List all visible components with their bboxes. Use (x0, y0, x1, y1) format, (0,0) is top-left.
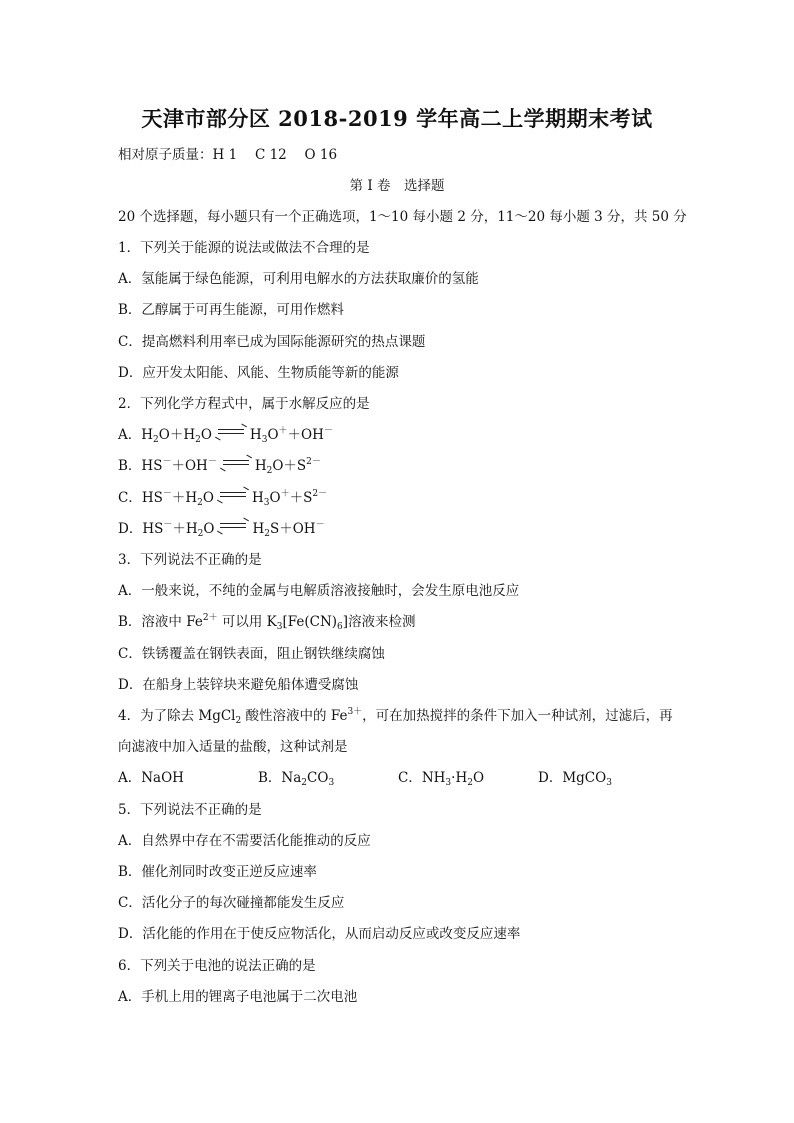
equilibrium-arrow (223, 460, 249, 467)
q2-option-a: A．$H_2O+H_2O$ $H_3O^++OH^-$ (118, 426, 333, 444)
exam-title: 天津市部分区 2018-2019 学年高二上学期期末考试 (141, 106, 653, 131)
q5-stem: 5．下列说法不正确的是 (118, 802, 262, 818)
equilibrium-arrow (220, 523, 246, 530)
atomic-mass-line: 相对原子质量：H 1 C 12 O 16 (118, 147, 338, 163)
q2-stem: 2．下列化学方程式中，属于水解反应的是 (118, 396, 370, 412)
q3-stem: 3．下列说法不正确的是 (118, 552, 262, 568)
q6-option-a: A．手机上用的锂离子电池属于二次电池 (118, 989, 358, 1005)
section-heading: 第 I 卷 选择题 (349, 178, 445, 194)
q6-stem: 6．下列关于电池的说法正确的是 (118, 958, 316, 974)
q4-option-c: C．$NH_3\cdot H_2O$ (398, 770, 485, 788)
q1-stem: 1．下列关于能源的说法或做法不合理的是 (118, 240, 370, 256)
q4-stem-line2: 向滤液中加入适量的盐酸，这种试剂是 (118, 739, 348, 755)
q5-option-b: B．催化剂同时改变正逆反应速率 (118, 864, 317, 880)
q2-option-d: D．$HS^-+H_2O$ $H_2S+OH^-$ (118, 520, 325, 538)
q5-option-d: D．活化能的作用在于使反应物活化，从而启动反应或改变反应速率 (118, 926, 521, 942)
q3-option-b: B．溶液中 $Fe^{2+}$ 可以用 $K_3[Fe(CN)_6]$溶液来检测 (118, 613, 416, 632)
q2-option-b: B．HS－＋OH－ $H_2O+S^{2-}$ (118, 457, 321, 475)
q3-option-d: D．在船身上装锌块来避免船体遭受腐蚀 (118, 677, 359, 693)
q3-option-a: A．一般来说，不纯的金属与电解质溶液接触时，会发生原电池反应 (118, 583, 520, 599)
q5-option-c: C．活化分子的每次碰撞都能发生反应 (118, 895, 345, 911)
q4-option-a: A．NaOH (118, 770, 184, 786)
q1-option-a: A．氢能属于绿色能源，可利用电解水的方法获取廉价的氢能 (118, 271, 479, 287)
q3-option-c: C．铁锈覆盖在钢铁表面，阻止钢铁继续腐蚀 (118, 646, 385, 662)
equilibrium-arrow (218, 429, 244, 436)
q1-option-b: B．乙醇属于可再生能源，可用作燃料 (118, 302, 344, 318)
q5-option-a: A．自然界中存在不需要活化能推动的反应 (118, 833, 371, 849)
q1-option-c: C．提高燃料利用率已成为国际能源研究的热点课题 (118, 334, 426, 350)
q4-option-b: B．$Na_2CO_3$ (258, 770, 335, 788)
instructions: 20 个选择题，每小题只有一个正确选项，1～10 每小题 2 分，11～20 每小题 3 分，共 50 分 (118, 209, 687, 225)
equilibrium-arrow (220, 492, 246, 499)
q4-options (118, 769, 678, 787)
q1-option-d: D．应开发太阳能、风能、生物质能等新的能源 (118, 365, 399, 381)
q2-option-c: C．$HS^-+H_2O$ $H_3O^++S^{2-}$ (118, 489, 327, 507)
q4-option-d: D．MgCO$_3$ (538, 770, 612, 788)
q4-stem: 4．为了除去 MgCl$_2$ 酸性溶液中的 $Fe^{3+}$，可在加热搅拌的条件下加入一种试剂，过滤后，再 (118, 707, 673, 726)
